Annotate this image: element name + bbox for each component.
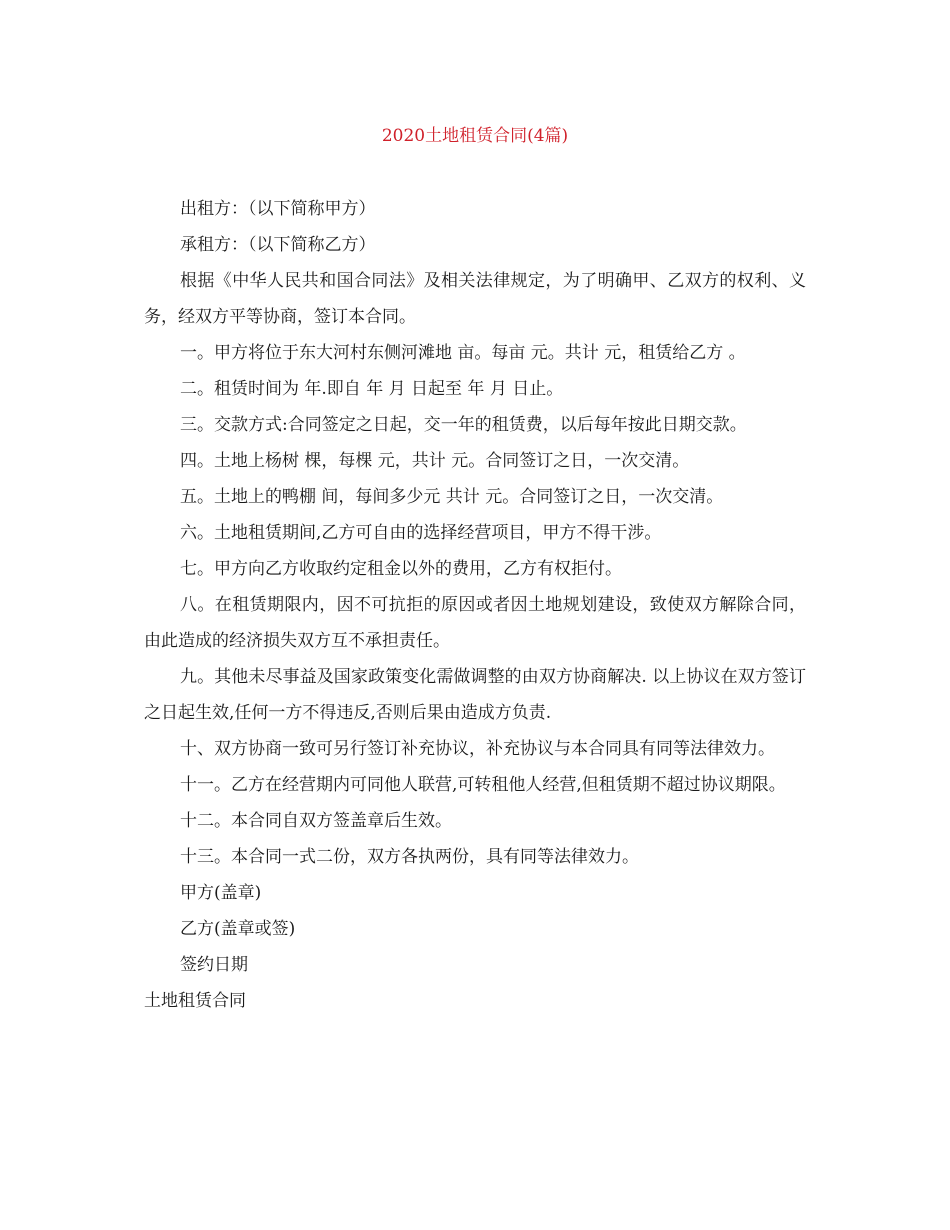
clause-6: 六。土地租赁期间,乙方可自由的选择经营项目，甲方不得干涉。 <box>180 523 662 543</box>
signature-party-a: 甲方(盖章) <box>180 883 262 903</box>
clause-11: 十一。乙方在经营期内可同他人联营,可转租他人经营,但租赁期不超过协议期限。 <box>180 775 786 795</box>
document-title: 2020土地租赁合同(4篇) <box>381 126 569 146</box>
clause-2: 二。租赁时间为 年.即自 年 月 日起至 年 月 日止。 <box>180 379 564 399</box>
party-lessee-line: 承租方：（以下简称乙方） <box>180 235 376 255</box>
signature-party-b: 乙方(盖章或签) <box>180 919 296 939</box>
next-section-heading: 土地租赁合同 <box>144 991 246 1011</box>
clause-1: 一。甲方将位于东大河村东侧河滩地 亩。每亩 元。共计 元，租赁给乙方 。 <box>180 343 746 363</box>
preamble-paragraph: 根据《中华人民共和国合同法》及相关法律规定，为了明确甲、乙双方的权利、义务，经双方平等协商，签订本合同。 <box>144 271 806 327</box>
clause-12: 十二。本合同自双方签盖章后生效。 <box>180 811 452 831</box>
clause-7: 七。甲方向乙方收取约定租金以外的费用，乙方有权拒付。 <box>180 559 622 579</box>
clause-13: 十三。本合同一式二份，双方各执两份，具有同等法律效力。 <box>180 847 639 867</box>
party-lessor-line: 出租方：（以下简称甲方） <box>180 199 376 219</box>
clause-5: 五。土地上的鸭棚 间，每间多少元 共计 元。合同签订之日，一次交清。 <box>180 487 724 507</box>
clause-10: 十、双方协商一致可另行签订补充协议，补充协议与本合同具有同等法律效力。 <box>180 739 775 759</box>
clause-4: 四。土地上杨树 棵，每棵 元，共计 元。合同签订之日，一次交清。 <box>180 451 690 471</box>
clause-3: 三。交款方式:合同签定之日起，交一年的租赁费，以后每年按此日期交款。 <box>180 415 747 435</box>
document-body <box>144 191 806 1019</box>
signing-date-label: 签约日期 <box>180 955 248 975</box>
clause-8: 八。在租赁期限内，因不可抗拒的原因或者因土地规划建设，致使双方解除合同，由此造成的经济损失双方互不承担责任。 <box>144 595 806 651</box>
clause-9: 九。其他未尽事益及国家政策变化需做调整的由双方协商解决. 以上协议在双方签订之日起生效,任何一方不得违反,否则后果由造成方负责. <box>144 667 806 723</box>
